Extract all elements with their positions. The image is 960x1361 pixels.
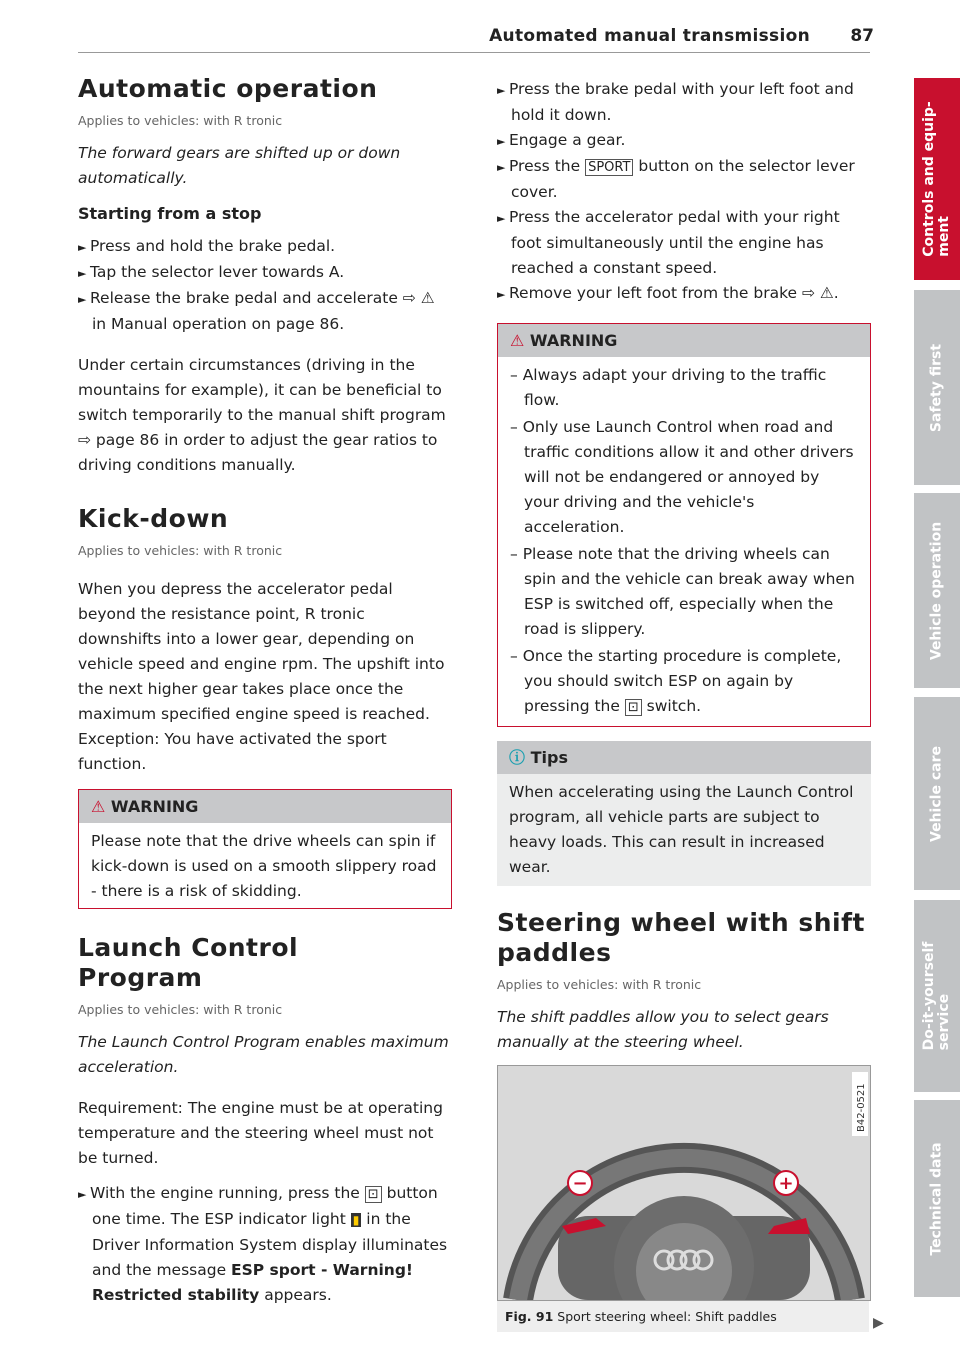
- text: switch.: [641, 697, 702, 715]
- tips-title: Tips: [530, 748, 568, 767]
- warning-box: [497, 323, 871, 727]
- esp-button-icon: ⊡: [625, 699, 642, 716]
- esp-button-icon: ⊡: [365, 1186, 382, 1203]
- text: appears.: [259, 1286, 332, 1304]
- warning-item: – Always adapt your driving to the traffic flow.: [510, 366, 827, 409]
- step: ► Tap the selector lever towards A.: [78, 260, 452, 286]
- section-title: Automatic operation: [78, 74, 378, 103]
- step: ► Release the brake pedal and accelerate ⇨ ⚠ in Manual operation on page 86.: [78, 286, 452, 337]
- tab-label: Vehicle operation: [928, 521, 945, 660]
- section-title: Kick-down: [78, 504, 229, 533]
- tab-label: Technical data: [928, 1141, 945, 1256]
- tab-safety-first[interactable]: [914, 290, 960, 485]
- text: Once the starting procedure is complete, you should switch ESP on again by pressing the: [522, 647, 842, 715]
- info-icon: ⓘ: [509, 748, 526, 767]
- figure-label: Fig. 91: [505, 1309, 554, 1324]
- warning-item: – Only use Launch Control when road and traffic conditions allow it and other drivers will not be endangered or annoyed by your driving and the vehicle's acceleration.: [510, 418, 854, 536]
- step: [78, 1181, 452, 1308]
- step: ► Remove your left foot from the brake ⇨ ⚠.: [497, 281, 871, 307]
- left-column: [78, 74, 452, 1308]
- applies-note: Applies to vehicles: with R tronic: [78, 113, 283, 128]
- tab-label: Vehicle care: [928, 745, 945, 842]
- steering-wheel-figure: [497, 1065, 871, 1301]
- figure-caption: [497, 1301, 869, 1332]
- tab-vehicle-care[interactable]: [914, 697, 960, 890]
- text: Only use Launch Control when road and traffic conditions allow it and other drivers will not be endangered or annoyed by your driving and the vehicle's acceleration.: [522, 418, 854, 536]
- step: ► Engage a gear.: [497, 128, 871, 154]
- text: Press the: [508, 157, 586, 175]
- tab-controls-and-equipment[interactable]: [914, 78, 960, 280]
- subheading: Starting from a stop: [78, 204, 262, 223]
- tab-label: Do-it-yourself service: [921, 941, 952, 1051]
- caption-text: Sport steering wheel: Shift paddles: [557, 1309, 777, 1324]
- section-title: Launch Control Program: [78, 933, 299, 992]
- continue-arrow-icon: ▶: [873, 1315, 884, 1331]
- tab-label: Safety first: [928, 343, 945, 432]
- applies-note: Applies to vehicles: with R tronic: [78, 543, 283, 558]
- warning-icon: ⚠: [510, 331, 525, 350]
- applies-note: Applies to vehicles: with R tronic: [497, 977, 702, 992]
- figure-code: B42-0521: [856, 1083, 867, 1132]
- tab-technical-data[interactable]: [914, 1100, 960, 1297]
- step: ► Press the brake pedal with your left foot and hold it down.: [497, 77, 871, 128]
- plus-paddle-label: +: [778, 1173, 794, 1194]
- warning-box: [78, 789, 452, 909]
- sport-button-label: SPORT: [585, 159, 633, 176]
- text: button one time. The ESP indicator light: [92, 1184, 438, 1228]
- text: button on the selector lever cover.: [511, 157, 855, 201]
- paragraph: Under certain circumstances (driving in the mountains for example), it can be beneficial to switch temporarily to the manual shift program ⇨ page 86 in order to adjust the gear ratios to driving conditions manually.: [78, 356, 446, 474]
- right-column: [497, 77, 884, 1332]
- tab-vehicle-operation[interactable]: [914, 493, 960, 688]
- page-number: 87: [850, 26, 874, 46]
- steering-wheel-illustration: [498, 1066, 870, 1300]
- page-header: [78, 26, 874, 53]
- text: With the engine running, press the: [89, 1184, 365, 1202]
- intro: The shift paddles allow you to select gears manually at the steering wheel.: [497, 1008, 829, 1051]
- warning-icon: ⚠: [91, 797, 106, 816]
- warning-title: WARNING: [110, 797, 199, 816]
- paragraph: When you depress the accelerator pedal beyond the resistance point, R tronic downshifts into a lower gear, depending on vehicle speed and engine rpm. The upshift into the next higher gear takes place once the maximum specified engine speed is reached. Exception: You have activated the sport function.: [78, 580, 445, 773]
- section-title: Steering wheel with shift paddles: [497, 908, 865, 967]
- minus-paddle-label: −: [572, 1173, 588, 1194]
- tips-box: [497, 741, 871, 886]
- intro: The forward gears are shifted up or down automatically.: [78, 144, 401, 187]
- step: ► Press the accelerator pedal with your right foot simultaneously until the engine has reached a constant speed.: [497, 205, 871, 281]
- text: in the Driver Information System display illuminates and the message: [92, 1210, 448, 1279]
- tab-do-it-yourself-service[interactable]: [914, 900, 960, 1092]
- warning-text: Please note that the drive wheels can spin if kick-down is used on a smooth slippery road - there is a risk of skidding.: [91, 832, 437, 900]
- warning-title: WARNING: [529, 331, 618, 350]
- applies-note: Applies to vehicles: with R tronic: [78, 1002, 283, 1017]
- esp-indicator-icon: ▮: [352, 1213, 360, 1227]
- warning-item: – Once the starting procedure is complete, you should switch ESP on again by pressing the ⊡ switch.: [510, 647, 842, 715]
- step: ► Press and hold the brake pedal.: [78, 234, 452, 260]
- intro: The Launch Control Program enables maximum acceleration.: [78, 1033, 449, 1076]
- tips-text: When accelerating using the Launch Control program, all vehicle parts are subject to heavy loads. This can result in increased wear.: [509, 783, 854, 876]
- paragraph: Requirement: The engine must be at operating temperature and the steering wheel must not be turned.: [78, 1099, 443, 1167]
- message: ESP sport - Warning! Restricted stability: [92, 1261, 413, 1304]
- warning-item: – Please note that the driving wheels can spin and the vehicle can break away when ESP is switched off, especially when the road is slippery.: [510, 545, 855, 638]
- text: Please note that the driving wheels can spin and the vehicle can break away when ESP is switched off, especially when the road is slippery.: [522, 545, 855, 638]
- text: Always adapt your driving to the traffic flow.: [522, 366, 827, 409]
- tab-label: Controls and equip- ment: [921, 101, 952, 257]
- step: [497, 154, 871, 205]
- header-title: Automated manual transmission: [489, 26, 810, 46]
